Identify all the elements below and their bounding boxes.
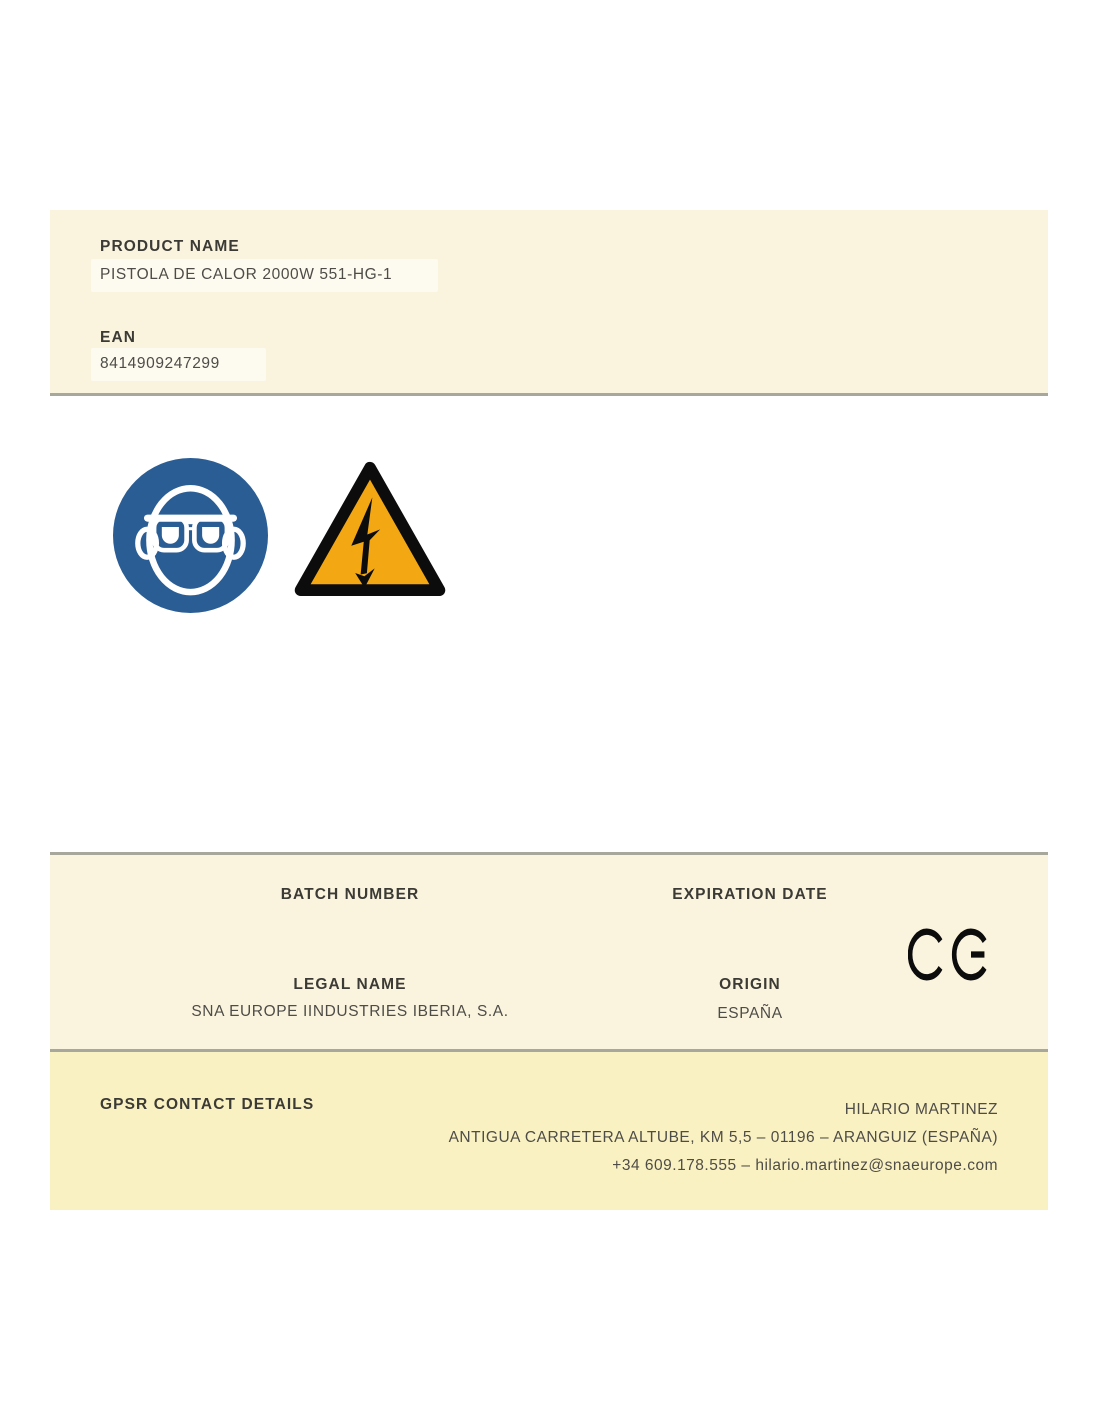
product-info-panel xyxy=(50,210,1048,396)
legal-name-label: LEGAL NAME xyxy=(293,976,407,993)
expiration-date-label: EXPIRATION DATE xyxy=(672,886,828,903)
ean-label: EAN xyxy=(100,329,137,346)
legal-name-value: SNA EUROPE IINDUSTRIES IBERIA, S.A. xyxy=(191,1003,509,1020)
electrical-hazard-icon xyxy=(292,455,448,618)
contact-name: HILARIO MARTINEZ xyxy=(844,1101,998,1118)
origin-label: ORIGIN xyxy=(719,976,781,993)
contact-phone-email: +34 609.178.555 – hilario.martinez@snaeurope.com xyxy=(612,1157,998,1174)
product-name-value: PISTOLA DE CALOR 2000W 551-HG-1 xyxy=(91,259,438,292)
contact-address: ANTIGUA CARRETERA ALTUBE, KM 5,5 – 01196 – ARANGUIZ (ESPAÑA) xyxy=(448,1129,998,1146)
batch-number-label: BATCH NUMBER xyxy=(280,886,420,903)
wear-eye-protection-icon xyxy=(113,458,268,618)
gpsr-contact-label: GPSR CONTACT DETAILS xyxy=(100,1096,315,1113)
ce-marking-icon xyxy=(908,926,992,988)
gpsr-contact-panel xyxy=(50,1052,1048,1210)
gpsr-contact-block xyxy=(449,1096,998,1180)
ean-value: 8414909247299 xyxy=(91,348,266,381)
origin-value: ESPAÑA xyxy=(717,1005,783,1022)
product-name-label: PRODUCT NAME xyxy=(100,238,240,255)
batch-origin-panel xyxy=(50,852,1048,1052)
